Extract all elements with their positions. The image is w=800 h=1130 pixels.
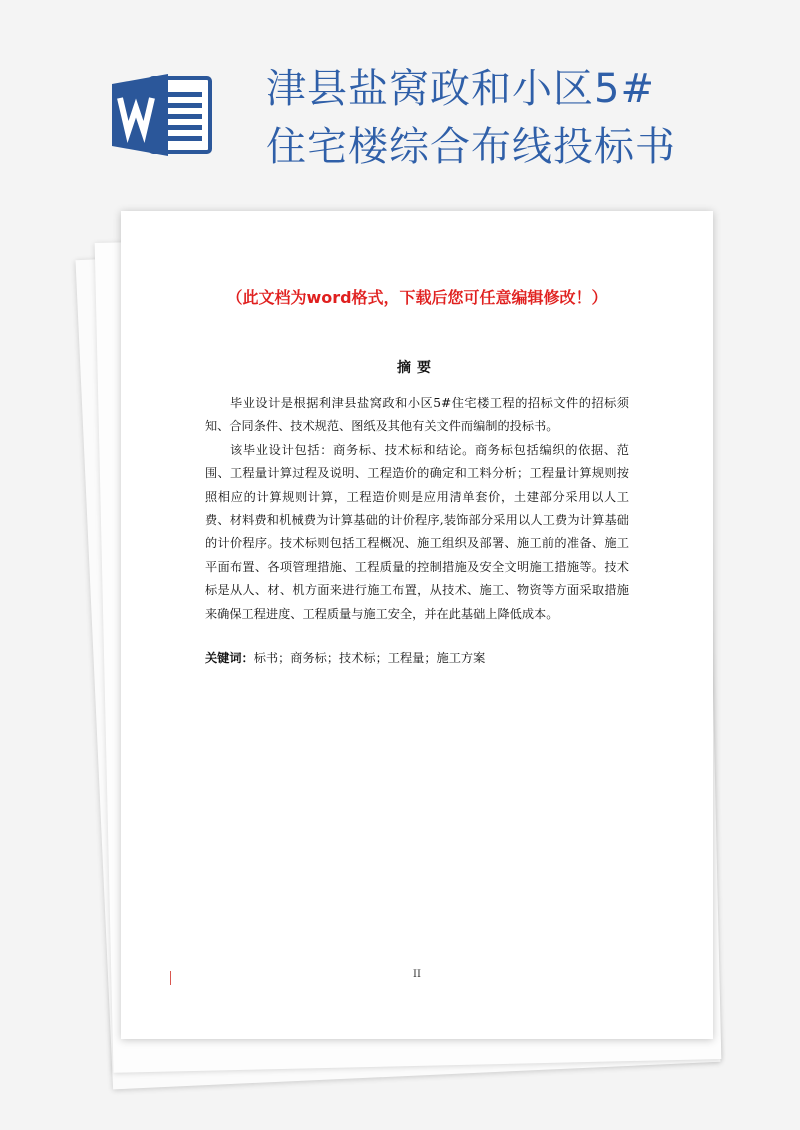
abstract-paragraph-2: 该毕业设计包括：商务标、技术标和结论。商务标包括编织的依据、范围、工程量计算过程及说明、工程造价的确定和工料分析；工程量计算规则按照相应的计算规则计算，工程造价则是应用清单套价，土建部分采用以人工费、材料费和机械费为计算基础的计价程序,装饰部分采用以人工费为计算基础的计价程序。技术标则包括工程概况、施工组织及部署、施工前的准备、施工平面布置、各项管理措施、工程质量的控制措施及安全文明施工措施等。技术标是从人、材、机方面来进行施工布置，从技术、施工、物资等方面采取措施来确保工程进度、工程质量与施工安全，并在此基础上降低成本。 <box>205 442 629 621</box>
document-page <box>121 211 713 1039</box>
title-line-2: 住宅楼综合布线投标书 <box>266 124 676 170</box>
keywords-value: 标书；商务标；技术标；工程量；施工方案 <box>253 651 486 665</box>
abstract-paragraph-1: 毕业设计是根据利津县盐窝政和小区5#住宅楼工程的招标文件的招标须知、合同条件、技术规范、图纸及其他有关文件而编制的投标书。 <box>205 396 629 434</box>
page-number: II <box>413 969 421 980</box>
page-title <box>266 60 786 176</box>
abstract-body <box>205 392 629 626</box>
keywords-line <box>205 649 629 666</box>
keywords-label: 关键词： <box>205 651 254 665</box>
editable-notice: （此文档为word格式，下载后您可任意编辑修改！） <box>226 288 608 307</box>
abstract-heading: 摘要 <box>397 360 437 376</box>
word-document-icon <box>112 74 212 156</box>
title-line-1: 津县盐窝政和小区5# <box>266 66 655 112</box>
